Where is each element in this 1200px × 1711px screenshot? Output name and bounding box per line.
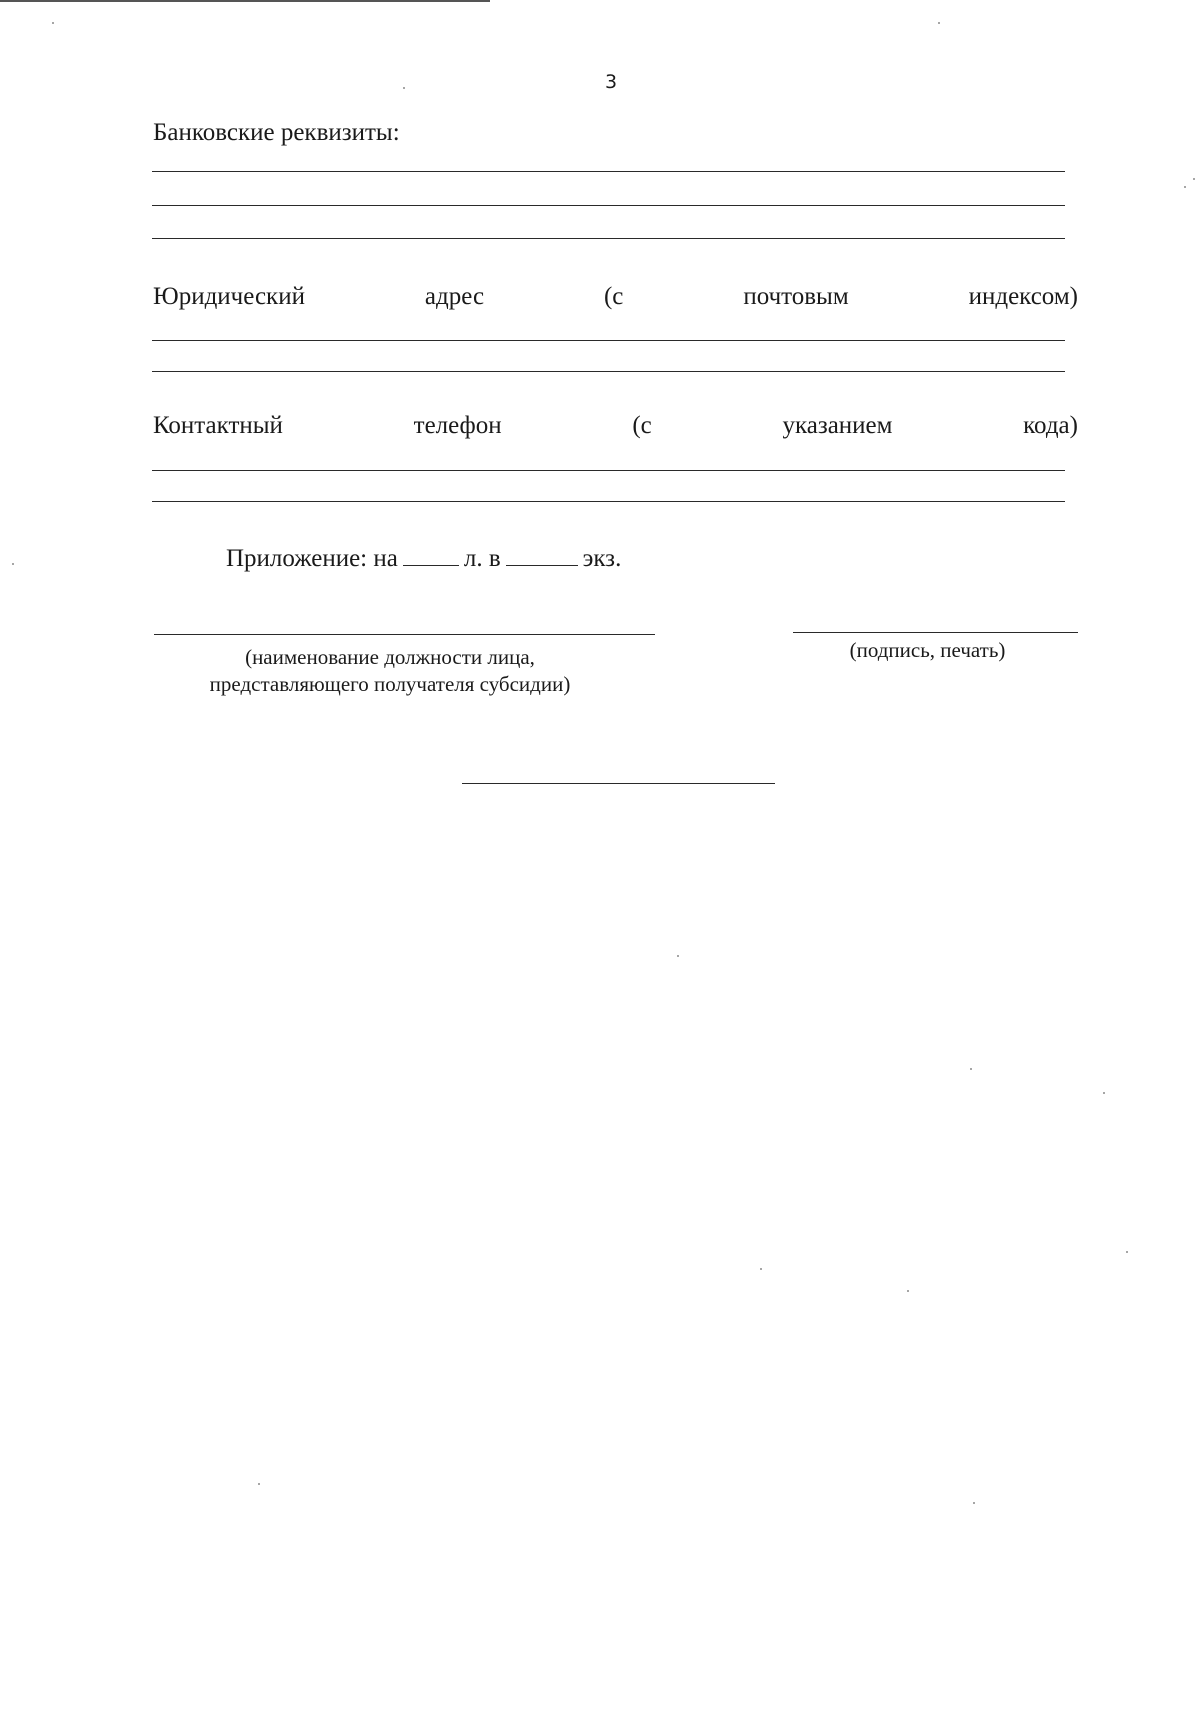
- scan-speck: [677, 955, 679, 957]
- legal-address-word-2: адрес: [424, 283, 485, 310]
- legal-address-word-1: Юридический: [153, 283, 305, 310]
- position-caption-line-2: представляющего получателя субсидии): [209, 672, 571, 697]
- contact-phone-line-1: [152, 470, 1065, 471]
- sign-signature-line: [793, 632, 1078, 633]
- position-signature-line: [154, 634, 655, 635]
- scan-speck: [12, 563, 14, 565]
- contact-phone-word-4: указанием: [782, 412, 893, 439]
- scan-speck: [403, 87, 405, 89]
- contact-phone-word-1: Контактный: [153, 412, 283, 439]
- legal-address-word-3: (с: [603, 283, 624, 310]
- scan-speck: [1103, 1092, 1105, 1094]
- attachment-sheets-suffix: л. в: [463, 545, 501, 572]
- scan-speck: [1184, 186, 1186, 188]
- bank-details-label: Банковские реквизиты:: [153, 119, 400, 146]
- legal-address-line-1: [152, 340, 1065, 341]
- contact-phone-label: [153, 413, 1078, 438]
- bank-details-line-2: [152, 205, 1065, 206]
- attachment-sheets-blank: [403, 545, 459, 566]
- scan-speck: [1193, 178, 1195, 180]
- legal-address-line-2: [152, 371, 1065, 372]
- page-number: 3: [605, 71, 618, 93]
- legal-address-label: [153, 284, 1078, 309]
- scan-speck: [938, 22, 940, 24]
- scan-speck: [970, 1068, 972, 1070]
- contact-phone-word-3: (с: [632, 412, 652, 439]
- legal-address-word-4: почтовым: [743, 283, 849, 310]
- scan-speck: [1126, 1251, 1128, 1253]
- contact-phone-word-2: телефон: [413, 412, 502, 439]
- scan-speck: [258, 1483, 260, 1485]
- attachment-line: [226, 545, 621, 571]
- contact-phone-line-2: [152, 501, 1065, 502]
- bank-details-line-3: [152, 238, 1065, 239]
- scan-speck: [760, 1268, 762, 1270]
- position-caption: [160, 644, 620, 699]
- contact-phone-word-5: кода): [1023, 412, 1078, 439]
- sign-caption: (подпись, печать): [849, 638, 1006, 662]
- scan-speck: [52, 22, 54, 24]
- closing-line: [462, 783, 775, 784]
- bank-details-line-1: [152, 171, 1065, 172]
- scan-speck: [973, 1502, 975, 1504]
- attachment-copies-blank: [506, 545, 578, 566]
- scan-speck: [907, 1290, 909, 1292]
- position-caption-line-1: (наименование должности лица,: [245, 645, 535, 669]
- attachment-prefix: Приложение: на: [226, 545, 398, 572]
- attachment-copies-suffix: экз.: [582, 545, 622, 572]
- legal-address-word-5: индексом): [968, 283, 1078, 310]
- scan-edge-line: [0, 0, 490, 2]
